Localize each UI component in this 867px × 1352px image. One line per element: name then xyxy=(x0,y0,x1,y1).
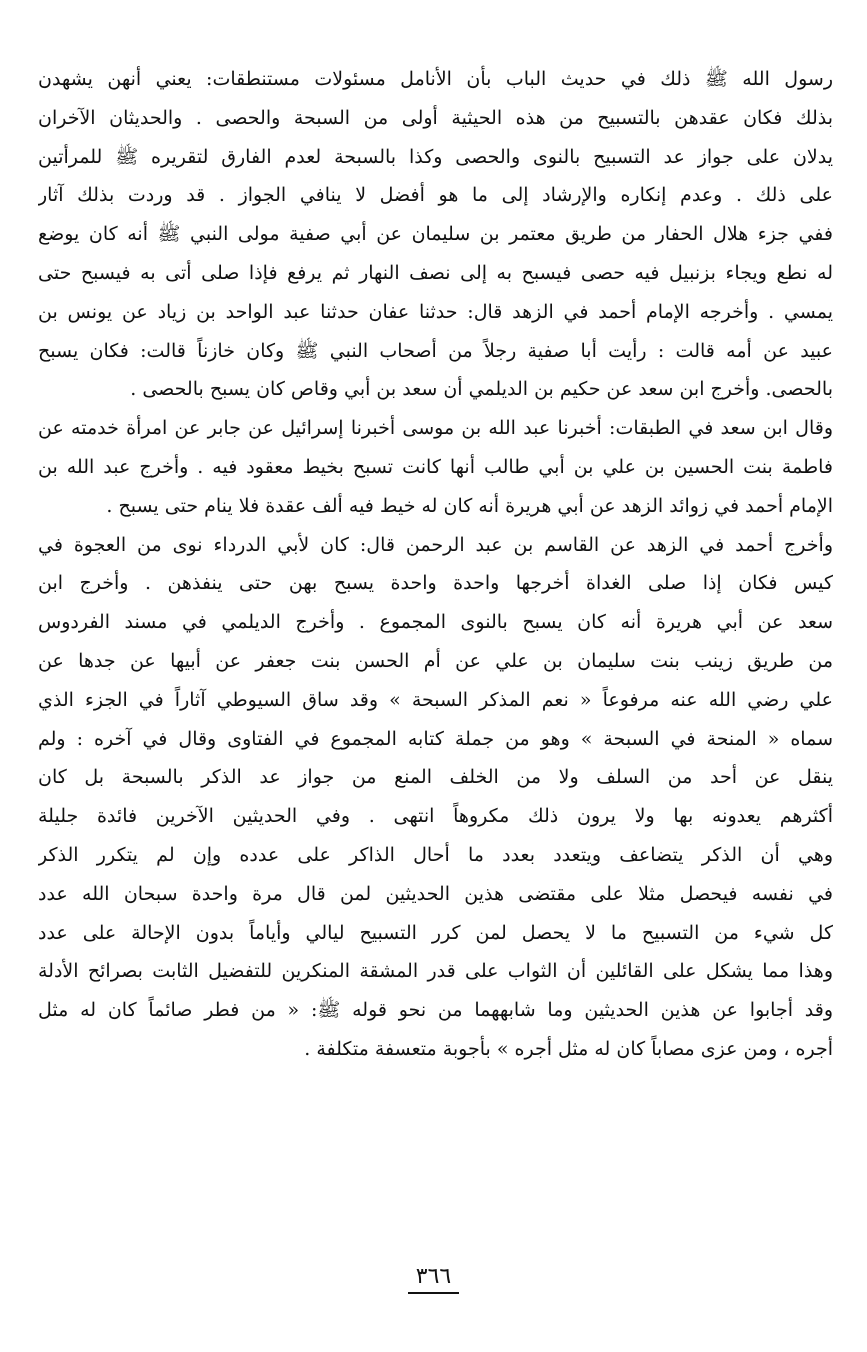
text-line: ينقل عن أحد من السلف ولا من الخلف المنع من جواز عد الذكر بالسبحة بل كان xyxy=(38,766,833,789)
text-line: سماه « المنحة في السبحة » وهو من جملة كتابه المجموع في الفتاوى وقال في آخره : ولم xyxy=(38,727,833,750)
text-line: كل شيء من التسبيح ما لا يحصل لمن كرر التسبيح ليالي وأياماً بدون الإحالة على عدد xyxy=(38,921,833,944)
text-line: في نفسه فيحصل مثلا على مقتضى هذين الحديثين لمن قال مرة واحدة سبحان الله عدد xyxy=(38,882,833,905)
text-line: أكثرهم يعدونه بها ولا يرون ذلك مكروهاً انتهى . وفي الحديثين الآخرين فائدة جليلة xyxy=(38,805,833,828)
text-line: سعد عن أبي هريرة أنه كان يسبح بالنوى المجموع . وأخرج الديلمي في مسند الفردوس xyxy=(38,611,833,634)
text-line: على ذلك . وعدم إنكاره والإرشاد إلى ما هو أفضل لا ينافي الجواز . قد وردت بذلك آثار xyxy=(38,184,833,207)
text-line: يدلان على جواز عد التسبيح بالنوى والحصى وكذا بالسبحة لعدم الفارق لتقريره ﷺ للمرأتين xyxy=(38,145,833,168)
text-line: الإمام أحمد في زوائد الزهد عن أبي هريرة أنه كان له خيط فيه ألف عقدة فلا ينام حتى يسبح . xyxy=(106,494,833,517)
text-line: وأخرج أحمد في الزهد عن القاسم بن عبد الرحمن قال: كان لأبي الدرداء نوى من العجوة في xyxy=(38,533,833,556)
text-line: كيس فكان إذا صلى الغداة أخرجها واحدة واحدة يسبح بهن حتى ينفذهن . وأخرج ابن xyxy=(38,572,833,595)
text-line: بذلك فكان عقدهن بالتسبيح من هذه الحيثية أولى من السبحة والحصى . والحديثان الآخران xyxy=(38,106,833,129)
text-line: فاطمة بنت الحسين بن علي بن أبي طالب أنها كانت تسبح بخيط معقود فيه . وأخرج عبد الله بن xyxy=(38,455,833,478)
text-line: وهي أن الذكر يتضاعف ويتعدد بعدد ما أحال الذاكر على عدده وإن لم يتكرر الذكر xyxy=(38,843,833,866)
page-number-value: ٣٦٦ xyxy=(408,1262,459,1294)
text-line: من طريق زينب بنت سليمان بن علي عن أم الحسن بنت جعفر عن أبيها عن جدها عن xyxy=(38,649,833,672)
text-line: وقد أجابوا عن هذين الحديثين وما شابههما من نحو قوله ﷺ: « من فطر صائماً كان له مثل xyxy=(38,999,833,1022)
text-line: وقال ابن سعد في الطبقات: أخبرنا عبد الله بن موسى أخبرنا إسرائيل عن جابر عن امرأة خدمته عن xyxy=(38,417,833,440)
body-text xyxy=(38,60,833,1069)
text-line: علي رضي الله عنه مرفوعاً « نعم المذكر السبحة » وقد ساق السيوطي آثاراً في الجزء الذي xyxy=(38,688,833,711)
text-line: وهذا مما يشكل على القائلين أن الثواب على قدر المشقة المنكرين للتفضيل الثابت بصرائح الأدلة xyxy=(38,960,833,983)
text-line: أجره ، ومن عزى مصاباً كان له مثل أجره » بأجوبة متعسفة متكلفة . xyxy=(304,1037,833,1060)
text-line: عبيد عن أمه قالت : رأيت أبا صفية رجلاً من أصحاب النبي ﷺ وكان خازناً قالت: فكان يسبح xyxy=(38,339,833,362)
text-line: ففي جزء هلال الحفار من طريق معتمر بن سليمان عن أبي صفية مولى النبي ﷺ أنه كان يوضع xyxy=(38,223,833,246)
text-line: له نطع ويجاء بزنبيل فيه حصى فيسبح به إلى نصف النهار ثم يرفع فإذا صلى أتى به فيسبح حتى xyxy=(38,261,833,284)
text-line: بالحصى. وأخرج ابن سعد عن حكيم بن الديلمي أن سعد بن أبي وقاص كان يسبح بالحصى . xyxy=(130,378,833,401)
page-number xyxy=(0,1262,867,1294)
text-line: رسول الله ﷺ ذلك في حديث الباب بأن الأنامل مسئولات مستنطقات: يعني أنهن يشهدن xyxy=(38,68,833,90)
text-line: يمسي . وأخرجه الإمام أحمد في الزهد قال: حدثنا عفان حدثنا عبد الواحد بن زياد عن يونس بن xyxy=(38,300,833,323)
